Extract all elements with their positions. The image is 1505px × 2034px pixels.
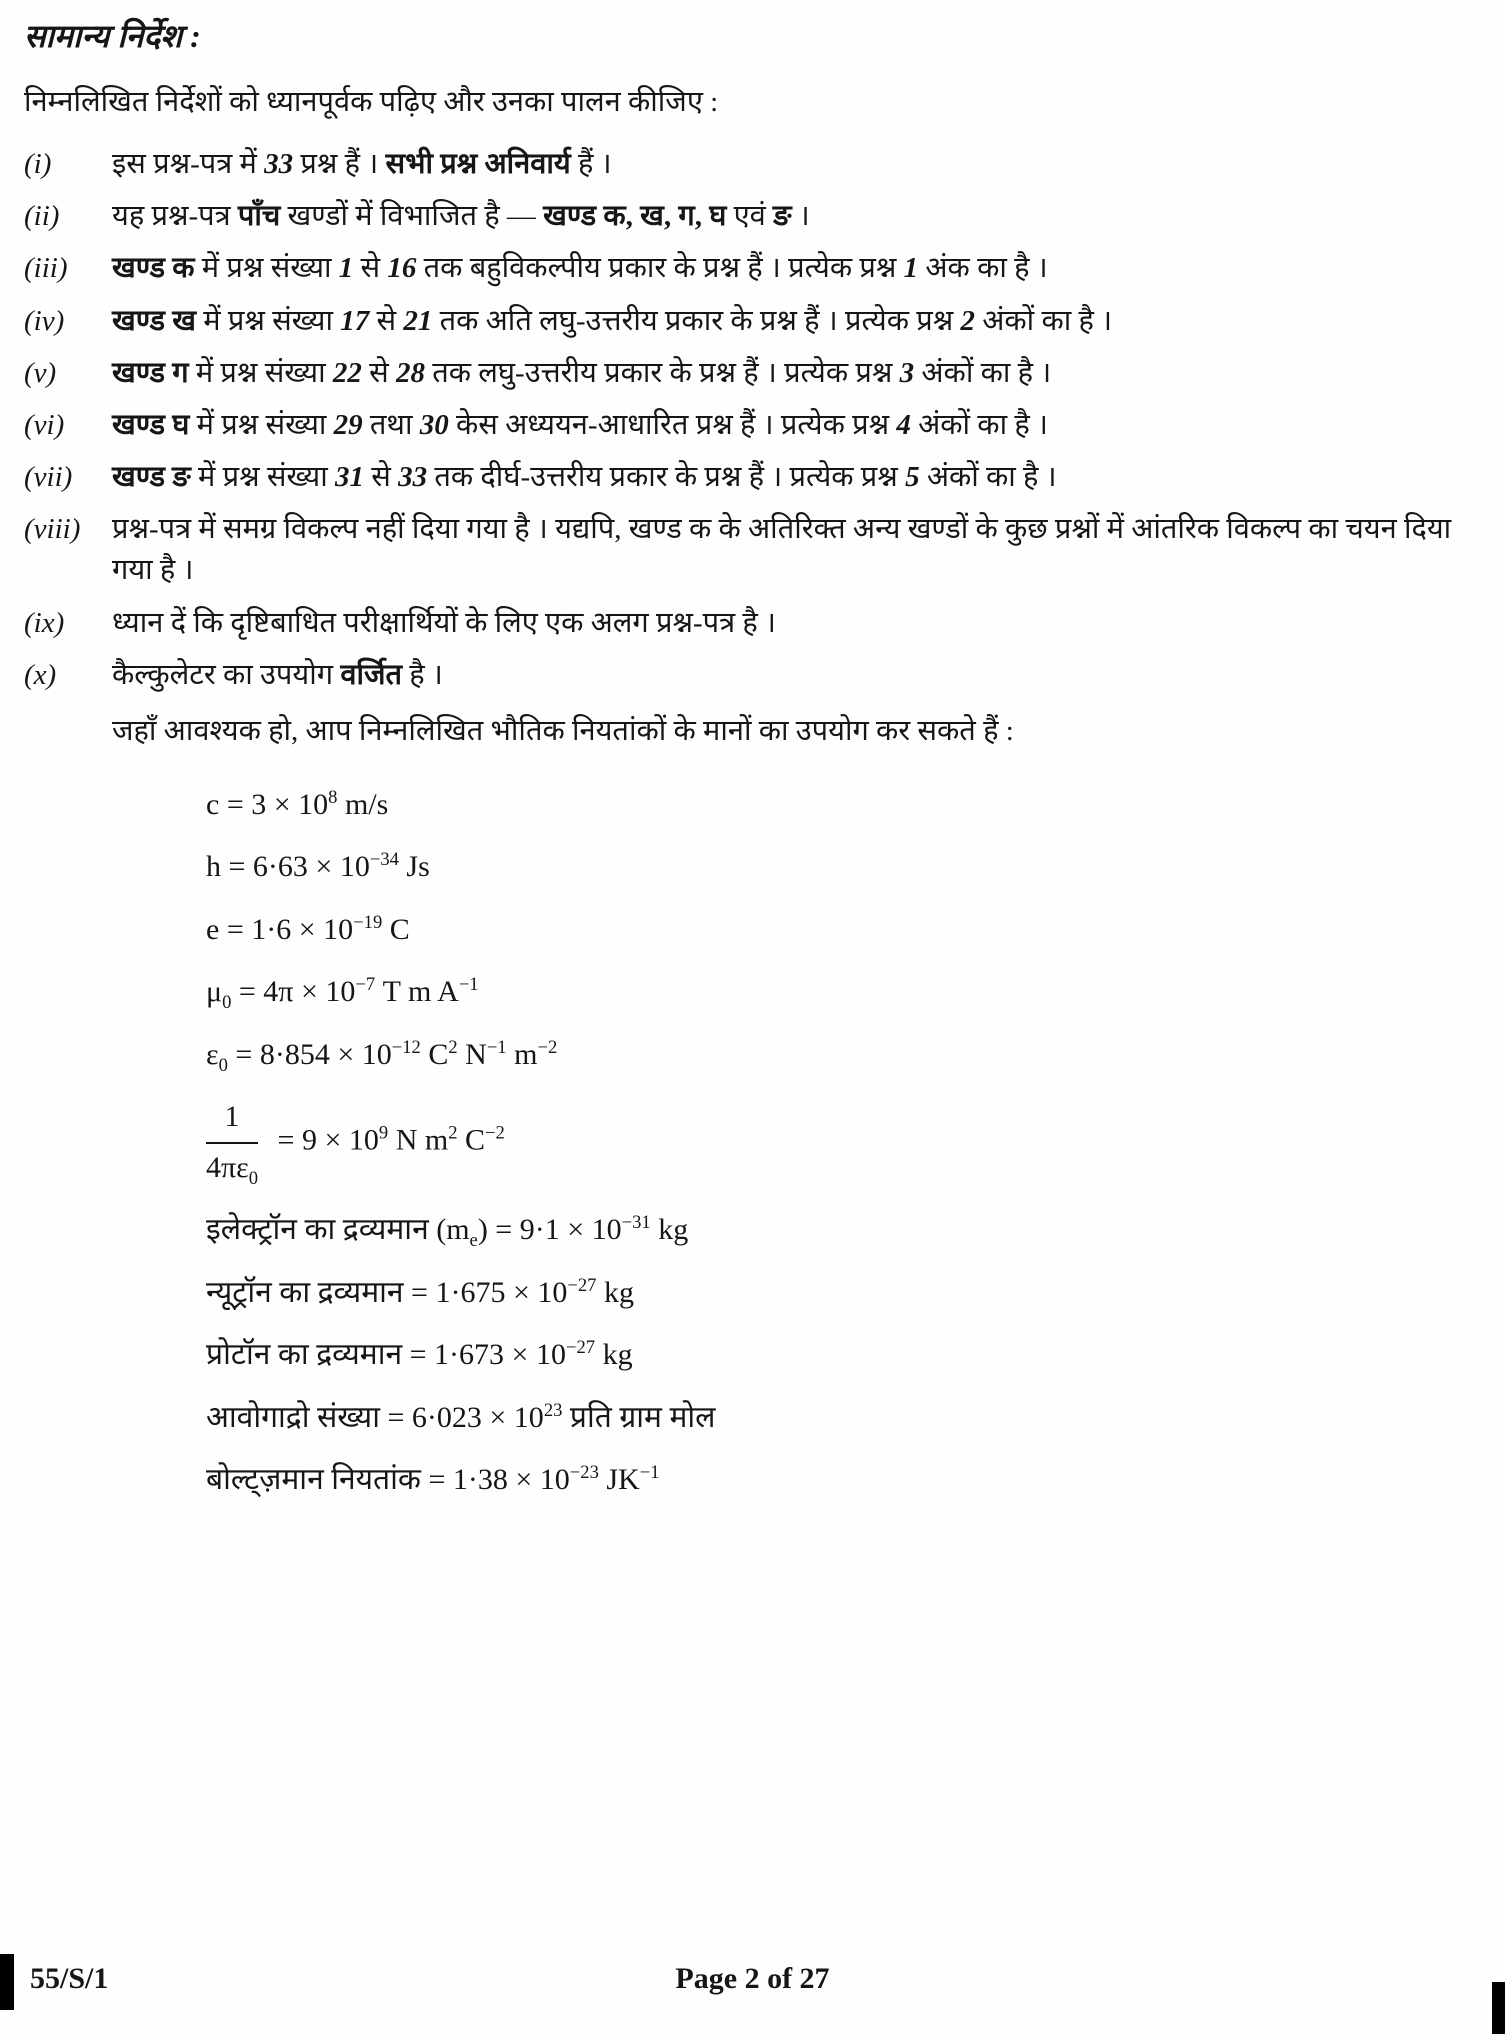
constant-line: $h = 6\cdot 63 \times 10^{-34}$ Js — [206, 849, 430, 884]
instruction-item — [24, 196, 1463, 237]
binding-mark-right — [1492, 1982, 1505, 2034]
physical-constants-list — [206, 785, 1463, 1501]
instruction-item — [24, 144, 1463, 185]
instruction-item — [24, 301, 1463, 342]
instruction-number: (vii) — [24, 461, 73, 494]
instruction-number: (ix) — [24, 606, 65, 639]
constant-line: न्यूट्रॉन का द्रव्यमान = $1\cdot 675 \times 10^{-27}$ kg — [206, 1274, 634, 1309]
constants-note: जहाँ आवश्यक हो, आप निम्नलिखित भौतिक नियतांकों के मानों का उपयोग कर सकते हैं : — [112, 714, 1014, 747]
instruction-text: खण्ड ख में प्रश्न संख्या 17 से 21 तक अति लघु-उत्तरीय प्रकार के प्रश्न हैं । प्रत्येक प्रश्न 2 अंकों का है । — [112, 304, 1113, 337]
binding-mark-left — [0, 1954, 14, 2010]
instruction-number: (viii) — [24, 513, 81, 546]
instruction-text: खण्ड ङ में प्रश्न संख्या 31 से 33 तक दीर्घ-उत्तरीय प्रकार के प्रश्न हैं । प्रत्येक प्रश्न 5 अंकों का है । — [112, 461, 1057, 494]
instruction-item — [24, 603, 1463, 644]
constant-line: आवोगाद्रो संख्या = $6\cdot 023 \times 10^{23}$ प्रति ग्राम मोल — [206, 1399, 716, 1434]
instruction-item — [24, 405, 1463, 446]
instruction-number: (iv) — [24, 304, 65, 337]
instruction-number: (x) — [24, 658, 57, 691]
instruction-text: कैल्कुलेटर का उपयोग वर्जित है । — [112, 658, 443, 691]
page-number: Page 2 of 27 — [675, 1962, 830, 1995]
paper-code: 55/S/1 — [30, 1962, 109, 1995]
constant-line: $\mu_0 = 4\pi \times 10^{-7}$ T m $A^{-1}$ — [206, 974, 479, 1014]
instruction-item — [24, 457, 1463, 498]
instruction-text: इस प्रश्न-पत्र में 33 प्रश्न हैं । सभी प्रश्न अनिवार्य हैं । — [112, 148, 612, 180]
instruction-item — [24, 353, 1463, 394]
intro-line: निम्नलिखित निर्देशों को ध्यानपूर्वक पढ़िए और उनका पालन कीजिए : — [24, 86, 719, 118]
page-title: सामान्य निर्देश : — [24, 18, 201, 54]
constant-line: प्रोटॉन का द्रव्यमान = $1\cdot 673 \times 10^{-27}$ kg — [206, 1337, 633, 1372]
instructions-list — [24, 144, 1463, 696]
instruction-text: खण्ड घ में प्रश्न संख्या 29 तथा 30 केस अध्ययन-आधारित प्रश्न हैं । प्रत्येक प्रश्न 4 अंकों का है । — [112, 408, 1048, 441]
instruction-text: प्रश्न-पत्र में समग्र विकल्प नहीं दिया गया है । यद्यपि, खण्ड क के अतिरिक्त अन्य खण्डों के कुछ प्रश्नों में आंतरिक विकल्प का चयन दिया गया है । — [112, 513, 1452, 587]
instruction-item — [24, 248, 1463, 289]
constant-line: $c = 3 \times 10^8$ m/s — [206, 786, 389, 821]
instruction-number: (iii) — [24, 252, 68, 285]
instruction-text: ध्यान दें कि दृष्टिबाधित परीक्षार्थियों के लिए एक अलग प्रश्न-पत्र है । — [112, 606, 777, 639]
instruction-number: (v) — [24, 356, 57, 389]
instruction-item — [24, 655, 1463, 696]
constant-line: $\varepsilon_0 = 8\cdot 854 \times 10^{-12}$ $C^2$ $N^{-1}$ $m^{-2}$ — [206, 1036, 558, 1076]
instruction-text: खण्ड ग में प्रश्न संख्या 22 से 28 तक लघु-उत्तरीय प्रकार के प्रश्न हैं । प्रत्येक प्रश्न 3 अंकों का है । — [112, 356, 1052, 389]
instruction-number: (vi) — [24, 408, 65, 441]
instruction-text: खण्ड क में प्रश्न संख्या 1 से 16 तक बहुविकल्पीय प्रकार के प्रश्न हैं । प्रत्येक प्रश्न 1 अंक का है । — [112, 252, 1048, 285]
instruction-item — [24, 509, 1463, 591]
instruction-text: यह प्रश्न-पत्र पाँच खण्डों में विभाजित है — खण्ड क, ख, ग, घ एवं ङ । — [112, 200, 810, 233]
instruction-number: (i) — [24, 148, 52, 180]
instruction-number: (ii) — [24, 200, 60, 233]
constant-line: इलेक्ट्रॉन का द्रव्यमान $(m_e) = 9\cdot 1 \times 10^{-31}$ kg — [206, 1212, 689, 1252]
constant-line: $\frac{1}{4\pi\varepsilon_0}$ = $9 \times 10^9$ N $m^2$ $C^{-2}$ — [206, 1097, 1463, 1188]
fraction: $\frac{1}{4\pi\varepsilon_0}$ — [206, 1097, 258, 1188]
constant-line: बोल्ट्ज़मान नियतांक = $1\cdot 38 \times 10^{-23}$ $JK^{-1}$ — [206, 1462, 660, 1497]
constant-line: $e = 1\cdot 6 \times 10^{-19}$ C — [206, 911, 410, 946]
